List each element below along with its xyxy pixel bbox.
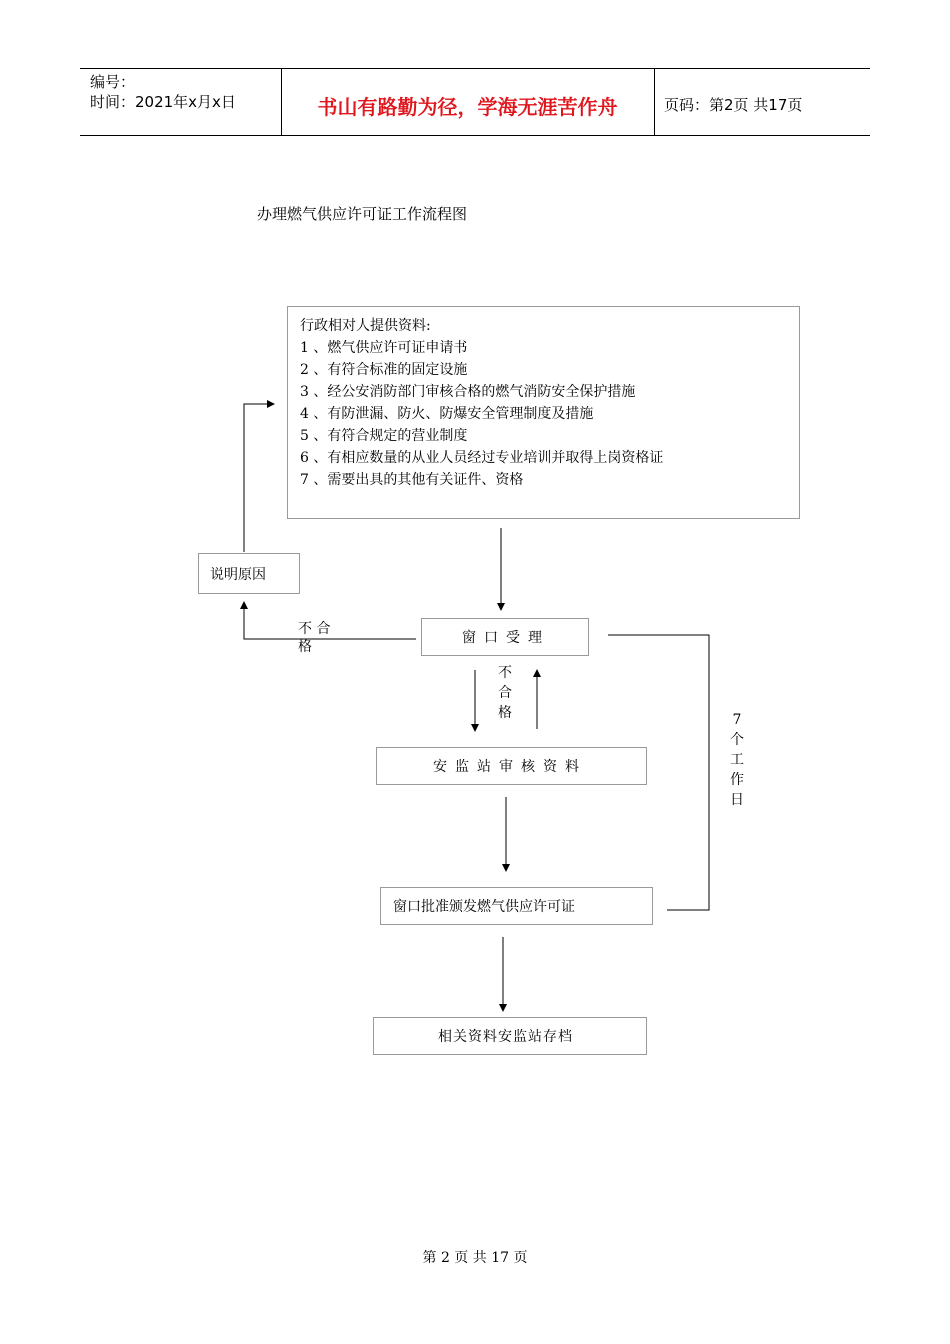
workdays-char: 日 — [730, 792, 744, 808]
requirement-item: 1 、燃气供应许可证申请书 — [300, 340, 468, 356]
archive-label: 相关资料安监站存档 — [438, 1029, 573, 1045]
window-approve-label: 窗口批准颁发燃气供应许可证 — [393, 899, 575, 915]
workdays-char: 工 — [730, 752, 744, 768]
window-accept-label: 窗口受理 — [462, 630, 550, 646]
window-approve-box — [380, 887, 653, 925]
motto: 书山有路勤为径，学海无涯苦作舟 — [317, 95, 618, 119]
explain-reason-label: 说明原因 — [210, 567, 266, 583]
window-accept-box — [421, 618, 589, 656]
station-review-label: 安监站审核资料 — [433, 759, 587, 775]
workdays-char: 个 — [730, 732, 744, 748]
requirements-heading: 行政相对人提供资料: — [300, 318, 431, 334]
requirement-item: 5 、有符合规定的营业制度 — [300, 428, 468, 444]
unqualified-mid-label — [497, 663, 513, 723]
archive-box — [373, 1017, 647, 1055]
page-footer: 第 2 页 共 17 页 — [422, 1250, 528, 1266]
requirement-item: 3 、经公安消防部门审核合格的燃气消防安全保护措施 — [300, 384, 636, 400]
document-title: 办理燃气供应许可证工作流程图 — [257, 205, 468, 223]
requirement-item: 7 、需要出具的其他有关证件、资格 — [300, 472, 524, 488]
seven-workdays-label — [729, 710, 745, 810]
unqualified-left-label-2: 格 — [298, 639, 312, 655]
station-review-box — [376, 747, 647, 785]
workdays-char: 作 — [730, 772, 744, 788]
unqualified-mid-char: 不 — [498, 665, 512, 681]
unqualified-left-label: 不 合 — [298, 621, 331, 637]
page-info: 页码：第2页 共17页 — [664, 96, 803, 114]
requirement-item: 4 、有防泄漏、防火、防爆安全管理制度及措施 — [300, 406, 594, 422]
unqualified-mid-char: 格 — [498, 705, 512, 721]
explain-reason-box — [198, 553, 300, 594]
requirement-item: 2 、有符合标准的固定设施 — [300, 362, 468, 378]
arrow-reason-to-req — [244, 404, 274, 552]
workdays-char: 7 — [732, 712, 742, 728]
unqualified-mid-char: 合 — [498, 685, 512, 701]
requirements-box — [287, 306, 800, 519]
time-label: 时间：2021年x月x日 — [90, 93, 236, 111]
requirement-item: 6 、有相应数量的从业人员经过专业培训并取得上岗资格证 — [300, 450, 664, 466]
number-label: 编号： — [90, 73, 136, 91]
